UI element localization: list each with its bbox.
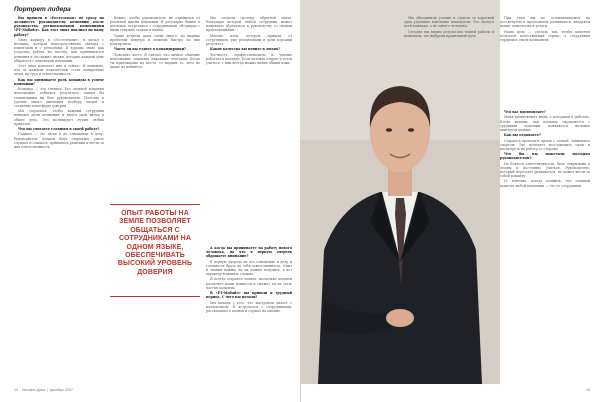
section-label: Портрет лидера xyxy=(14,6,71,13)
issue-date: декабрь 2007 xyxy=(50,388,73,392)
answer-paragraph: Честность, профессионализм и умение работать в команде. Если человек открыт и готов учиться, с ним всегда можно найти общий язык. xyxy=(206,52,292,66)
text-column-5 xyxy=(404,16,494,98)
answer-paragraph: Команда — это главное. Без сильной команды невозможно добиться результата, каким бы талантливым ни был руководитель. Поэтому я уделяю много внимания подбору людей и созданию атмосферы доверия. xyxy=(14,87,104,108)
answer-paragraph: При этом мы не останавливаемся на достигнутом и продолжаем развиваться, внедряем новые технологии и услуги. xyxy=(500,16,590,29)
answer-paragraph: Я всегда стараюсь понять, насколько человек разделяет наши ценности и сможет ли он стать частью команды. xyxy=(206,277,292,290)
folio-left: 14 xyxy=(14,388,18,392)
footer-right xyxy=(586,388,590,392)
answer-paragraph: Мы начали с того, что выстроили диалог с коллективом. Я встречался с сотрудниками, рассказывал о планах и слушал их мнение. xyxy=(206,300,292,313)
answer-paragraph: Такие встречи дают очень много: ты видишь проблемы изнутри и можешь быстро на них реагировать. xyxy=(110,33,200,47)
answer-paragraph: Многие идеи, которые пришли от сотрудников, уже реализованы и дали хороший результат. xyxy=(206,33,292,47)
answer-paragraph: Сегодня мы видим результаты нашей работы и понимаем, что выбрали правильный путь. xyxy=(404,29,494,38)
answer-paragraph: Этот опыт помогает мне и сейчас. Я понимаю, что за каждым показателем стоят конкретные люди, их труд и ответственность. xyxy=(14,64,104,77)
answer-paragraph: Мы создали систему обратной связи, благодаря которой любой сотрудник может напрямую обратиться к руководству со своими предложениями. xyxy=(206,16,292,33)
answer-paragraph: Мы стараемся, чтобы каждый сотрудник понимал цели компании и видел свой вклад в общее дело. Это мотивирует лучше любых приказов. xyxy=(14,109,104,126)
pullquote-rule-bottom xyxy=(110,296,200,297)
answer-paragraph: Важно, чтобы руководитель не отрывался от реальной жизни компании. Я регулярно бываю в регионах, встречаюсь с сотрудниками, обсуждаю с ними текущие задачи и планы. xyxy=(110,16,200,33)
question-paragraph: Как вы оцениваете роль команды в успехе компании? xyxy=(14,77,104,86)
answer-paragraph: Мы объединили усилия и сумели за короткий срок улучшить ключевые показатели. Это заслуга всей команды, а не одного человека. xyxy=(404,16,494,29)
question-paragraph: Что бы вы пожелали молодым руководителям? xyxy=(500,152,590,161)
folio-right: 15 xyxy=(586,388,590,392)
answer-paragraph: В первую очередь на его отношение к делу и готовность брать на себя ответственность. Опыт и знания важны, но их можно получить, а вот характер изменить сложно. xyxy=(206,259,292,277)
answer-paragraph: Свою карьеру в «Ростелекоме» я начал с позиции, которая непосредственно связана с клиентами и с регионами. Я хорошо знаю, как устроена работа на местах, как принимаются решения и что важно людям, которые каждый день общаются с клиентами компании. xyxy=(14,37,104,63)
pullquote: ОПЫТ РАБОТЫ НА ЗЕМЛЕ ПОЗВОЛЯЕТ ОБЩАТЬСЯ С СОТРУДНИКАМИ НА ОДНОМ ЯЗЫКЕ, ОБЕСПЕЧИВАТЬ ВЫСОКИЙ УРОВЕНЬ ДОВЕРИЯ xyxy=(117,210,193,276)
answer-paragraph: Наша цель — сделать так, чтобы клиенты получали качественный сервис, а сотрудники гордились своей компанией. xyxy=(500,29,590,42)
answer-paragraph: И, конечно, всегда помнить, что главный капитал любой компании — это ее сотрудники. xyxy=(500,179,590,188)
question-paragraph: Как вы отдыхаете? xyxy=(504,133,541,138)
answer-paragraph: Довольно часто. Я считаю, что личное общение невозможно заменить никакими отчетами. Когда ты приезжаешь на место, то видишь то, чего не видно из кабинета. xyxy=(110,52,200,70)
question-paragraph: Вы пришли в «Ростелеком» не сразу на должность руководителя компании после руководства региональными компаниями «РТ-Мобайл». Как этот опыт повлиял на вашу работу? xyxy=(14,16,104,37)
question-paragraph: В «РТ-Мобайл» вы пришли в трудный период. С чего вы начали? xyxy=(206,291,292,300)
answer-paragraph: Меня вдохновляют люди, с которыми я работаю. Когда видишь, как команда справляется с трудными задачами, появляется желание двигаться дальше. xyxy=(500,115,590,132)
pullquote-rule-top xyxy=(110,204,200,205)
text-column-2 xyxy=(110,16,200,188)
text-column-3 xyxy=(206,16,292,188)
text-column-4 xyxy=(206,246,292,384)
question-paragraph: А когда вы принимаете на работу нового человека, на что в первую очередь обращаете внимание? xyxy=(206,246,292,259)
question-paragraph: Какие качества вы цените в людях? xyxy=(210,47,280,52)
question-paragraph: Что вас вдохновляет? xyxy=(504,110,546,114)
text-column-1 xyxy=(14,16,104,384)
footer-left: 14 Человек Дела | декабрь 2007 xyxy=(14,388,73,392)
answer-paragraph: Стараюсь проводить время с семьей, занимаюсь спортом. Это помогает восстановить силы и посмотреть на работу со стороны. xyxy=(500,138,590,151)
question-paragraph: Что вы считаете главным в своей работе? xyxy=(18,127,100,132)
magazine-name: Человек Дела xyxy=(22,388,46,392)
text-column-7 xyxy=(500,110,590,384)
question-paragraph: Часто ли вы ездите в командировки? xyxy=(114,47,186,52)
answer-paragraph: Не бояться ответственности, быть открытыми к людям и постоянно учиться. Руководитель, который перестает развиваться, не может вести за собой команду. xyxy=(500,161,590,179)
answer-paragraph: Главное — это люди и их отношение к делу. Руководитель должен быть открытым, уметь слушать и слышать, принимать решения и нести за них ответственность. xyxy=(14,132,104,149)
text-column-6 xyxy=(500,16,590,100)
